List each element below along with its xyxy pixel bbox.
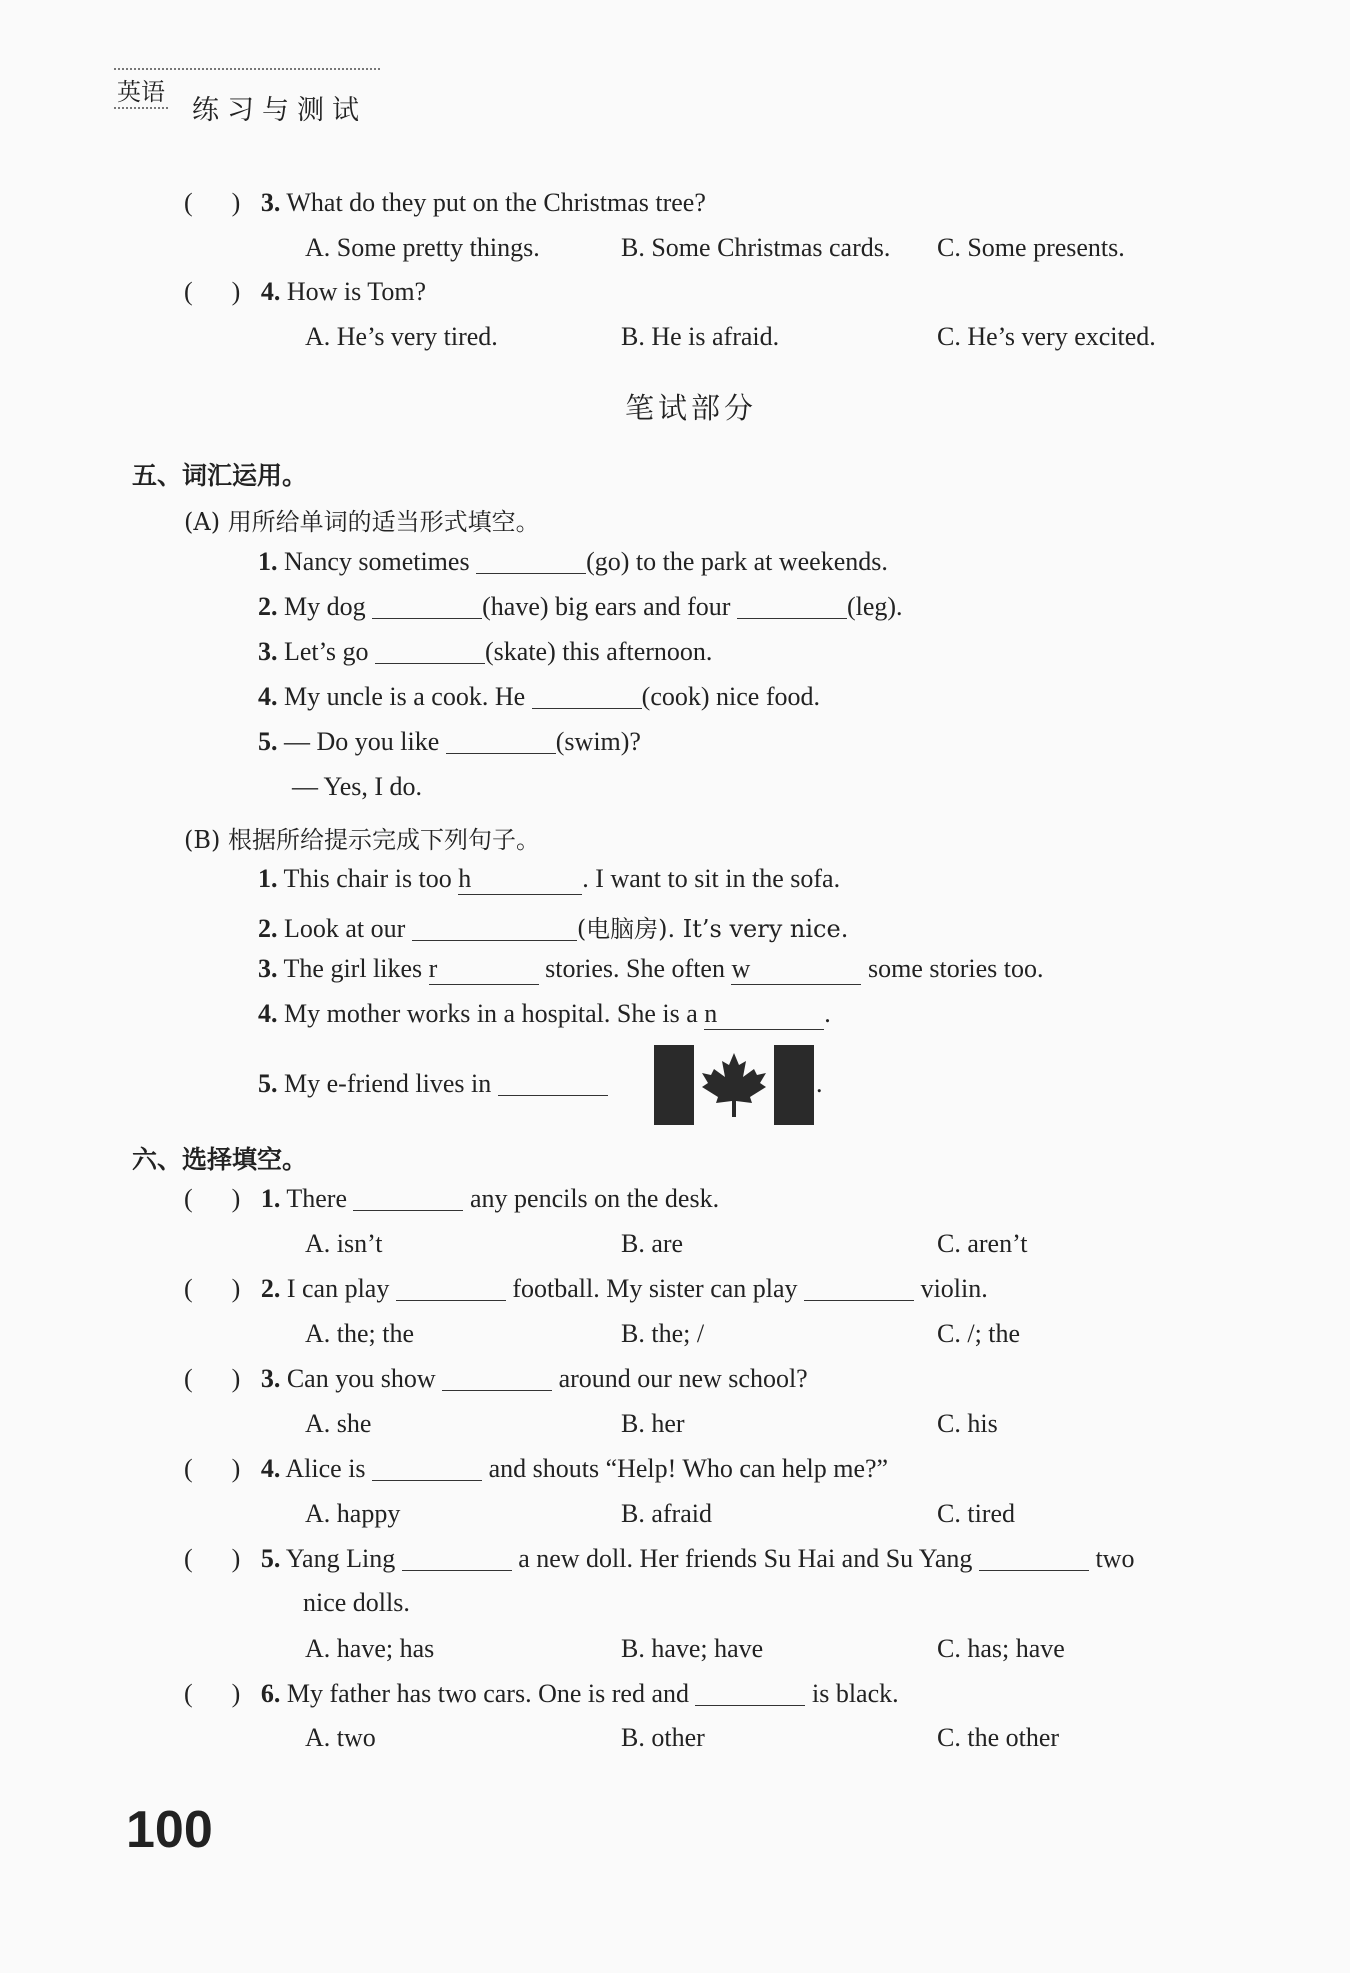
5b-item-4: 4. My mother works in a hospital. She is a n .: [258, 999, 831, 1028]
letter-blank[interactable]: h: [458, 864, 582, 895]
letter-blank[interactable]: w: [731, 954, 861, 985]
6-item-6: ( ) 6. My father has two cars. One is red and is black.: [184, 1679, 899, 1708]
5b-item-1: 1. This chair is too h . I want to sit in the sofa.: [258, 864, 841, 893]
fill-blank[interactable]: [695, 1679, 805, 1706]
5a-item-5: 5. — Do you like (swim)?: [258, 727, 641, 756]
option-c: C. the other: [937, 1723, 1060, 1752]
answer-bracket[interactable]: ( ): [184, 1274, 241, 1303]
fill-blank[interactable]: [372, 1454, 482, 1481]
fill-blank[interactable]: [979, 1544, 1089, 1571]
6-item-5: ( ) 5. Yang Ling a new doll. Her friends Su Hai and Su Yang two: [184, 1544, 1135, 1573]
option-b: B. He is afraid.: [621, 322, 780, 351]
option-b: B. the; /: [621, 1319, 705, 1348]
option-b: B. her: [621, 1409, 685, 1438]
6-item-4: ( ) 4. Alice is and shouts “Help! Who can help me?”: [184, 1454, 889, 1483]
answer-bracket[interactable]: ( ): [184, 1454, 241, 1483]
6-item-3: ( ) 3. Can you show around our new school?: [184, 1364, 808, 1393]
answer-bracket[interactable]: ( ): [184, 277, 241, 306]
option-a: A. happy: [305, 1499, 401, 1528]
option-b: B. afraid: [621, 1499, 712, 1528]
6-item-5-continued: nice dolls.: [303, 1588, 410, 1617]
fill-blank[interactable]: [396, 1274, 506, 1301]
option-a: A. she: [305, 1409, 372, 1438]
answer-bracket[interactable]: ( ): [184, 188, 241, 217]
fill-blank[interactable]: [372, 592, 482, 619]
option-c: C. He’s very excited.: [937, 322, 1156, 351]
5a-item-1: 1. Nancy sometimes (go) to the park at weekends.: [258, 547, 888, 576]
fill-blank[interactable]: [804, 1274, 914, 1301]
section-6-title: 六、选择填空。: [132, 1145, 308, 1174]
option-a: A. have; has: [305, 1634, 435, 1663]
option-c: C. his: [937, 1409, 998, 1438]
fill-blank[interactable]: [375, 637, 485, 664]
5a-item-4: 4. My uncle is a cook. He (cook) nice food.: [258, 682, 820, 711]
5b-item-2: 2. Look at our (电脑房). It’s very nice.: [258, 914, 849, 943]
fill-blank[interactable]: [476, 547, 586, 574]
option-c: C. tired: [937, 1499, 1015, 1528]
written-part-title: 笔试部分: [625, 391, 758, 425]
option-a: A. the; the: [305, 1319, 415, 1348]
letter-blank[interactable]: r: [429, 954, 539, 985]
5b-item-3: 3. The girl likes r stories. She often w some stories too.: [258, 954, 1044, 983]
fill-blank[interactable]: [737, 592, 847, 619]
option-b: B. other: [621, 1723, 705, 1752]
question-4-listening: ( ) 4. How is Tom?: [184, 277, 427, 306]
fill-blank[interactable]: [532, 682, 642, 709]
fill-blank[interactable]: [446, 727, 556, 754]
answer-bracket[interactable]: ( ): [184, 1544, 241, 1573]
answer-bracket[interactable]: ( ): [184, 1364, 241, 1393]
answer-bracket[interactable]: ( ): [184, 1184, 241, 1213]
option-a: A. isn’t: [305, 1229, 383, 1258]
option-b: B. have; have: [621, 1634, 764, 1663]
fill-blank[interactable]: [353, 1184, 463, 1211]
option-c: C. aren’t: [937, 1229, 1028, 1258]
question-3-listening: ( ) 3. What do they put on the Christmas tree?: [184, 188, 706, 217]
5a-item-5-answer: — Yes, I do.: [292, 772, 423, 801]
book-title: 练习与测试: [192, 95, 367, 126]
option-c: C. /; the: [937, 1319, 1021, 1348]
part-a-instruction: (A) 用所给单词的适当形式填空。: [184, 508, 540, 536]
canada-flag-icon: [654, 1045, 814, 1125]
option-c: C. Some presents.: [937, 233, 1125, 262]
option-a: A. He’s very tired.: [305, 322, 498, 351]
page-number: 100: [126, 1801, 213, 1859]
section-5-title: 五、词汇运用。: [132, 461, 308, 490]
5a-item-2: 2. My dog (have) big ears and four (leg).: [258, 592, 903, 621]
fill-blank[interactable]: [402, 1544, 512, 1571]
option-b: B. Some Christmas cards.: [621, 233, 891, 262]
option-b: B. are: [621, 1229, 684, 1258]
fill-blank[interactable]: [412, 914, 577, 941]
option-a: A. two: [305, 1723, 376, 1752]
5b-item-5: 5. My e-friend lives in: [258, 1069, 608, 1099]
part-b-instruction: (B) 根据所给提示完成下列句子。: [184, 826, 540, 854]
fill-blank[interactable]: [442, 1364, 552, 1391]
fill-blank[interactable]: [498, 1069, 608, 1096]
answer-bracket[interactable]: ( ): [184, 1679, 241, 1708]
option-c: C. has; have: [937, 1634, 1065, 1663]
6-item-2: ( ) 2. I can play football. My sister can play violin.: [184, 1274, 988, 1303]
letter-blank[interactable]: n: [704, 999, 824, 1030]
5b-item-5-period: .: [816, 1069, 823, 1098]
6-item-1: ( ) 1. There any pencils on the desk.: [184, 1184, 720, 1213]
subject-tag: 英语: [114, 72, 168, 109]
5a-item-3: 3. Let’s go (skate) this afternoon.: [258, 637, 713, 666]
option-a: A. Some pretty things.: [305, 233, 540, 262]
